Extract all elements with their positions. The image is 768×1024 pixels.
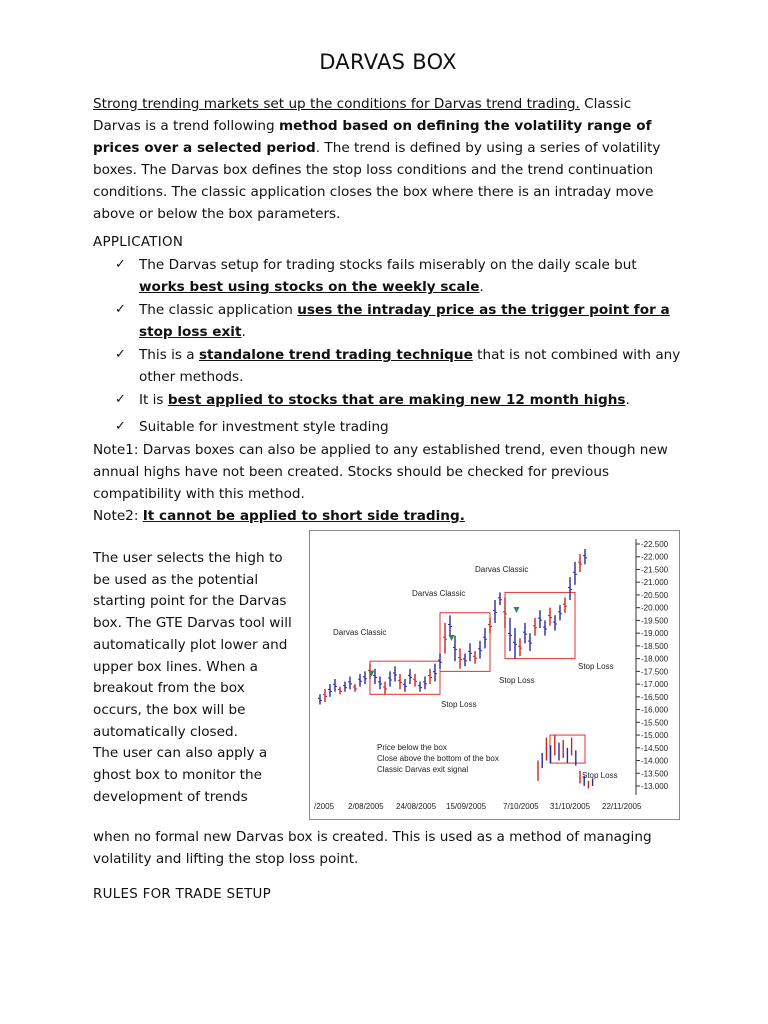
item-emphasis: standalone trend trading technique bbox=[198, 347, 473, 363]
item-text: Suitable for investment style trading bbox=[139, 419, 389, 435]
note-2-emphasis: It cannot be applied to short side trading. bbox=[142, 508, 465, 524]
y-tick-label: -13.000 bbox=[641, 782, 669, 791]
item-text: The classic application bbox=[139, 302, 298, 318]
item-emphasis: best applied to stocks that are making new 12 month highs bbox=[167, 392, 626, 408]
x-tick-label: 7/10/2005 bbox=[503, 802, 539, 811]
note-2-label: Note2: bbox=[93, 508, 143, 524]
x-tick-label: 31/10/2005 bbox=[550, 802, 591, 811]
intro-text-1: Classic Darvas is a trend following bbox=[93, 96, 632, 134]
darvas-chart bbox=[309, 530, 680, 820]
y-tick-label: -18.000 bbox=[641, 654, 669, 664]
marker-layer bbox=[369, 607, 520, 677]
application-list bbox=[93, 254, 683, 438]
chart-svg bbox=[310, 531, 679, 819]
checkmark-icon: ✓ bbox=[115, 302, 126, 317]
y-tick-label: -13.500 bbox=[641, 769, 669, 779]
checkmark-icon: ✓ bbox=[115, 347, 126, 362]
list-item bbox=[93, 254, 683, 298]
checkmark-icon: ✓ bbox=[115, 257, 126, 272]
intro-underlined-sentence: Strong trending markets set up the conditions for Darvas trend trading. bbox=[93, 96, 580, 112]
checkmark-icon: ✓ bbox=[115, 419, 126, 434]
item-text: This is a bbox=[139, 347, 199, 363]
note-1: Note1: Darvas boxes can also be applied to any established trend, even though new annual highs have not been created. Stocks should be checked for previous compatibility with this method. bbox=[93, 442, 668, 502]
y-tick-label: -18.500 bbox=[641, 641, 669, 651]
chart-annotation: Stop Loss bbox=[499, 676, 535, 685]
y-tick-label: -14.000 bbox=[641, 756, 669, 766]
list-item bbox=[93, 416, 683, 438]
y-tick-label: -21.500 bbox=[641, 565, 669, 575]
y-tick-label: -19.500 bbox=[641, 616, 669, 626]
ghost-box-text-start: The user can also apply a ghost box to monitor the development of trends bbox=[93, 745, 268, 805]
intro-text-2: . The trend is defined by using a series of volatility boxes. The Darvas box defines the stop loss conditions and the trend continuation conditions. The classic application closes the box where there is an intraday move above or below the box parameters. bbox=[93, 140, 661, 222]
y-tick-label: -15.000 bbox=[641, 731, 669, 741]
x-tick-label: 24/08/2005 bbox=[396, 802, 437, 811]
rules-heading: RULES FOR TRADE SETUP bbox=[93, 887, 272, 902]
y-tick-label: -20.000 bbox=[641, 603, 669, 613]
exit-note-line: Close above the bottom of the box bbox=[377, 754, 499, 763]
item-text: It is bbox=[139, 392, 168, 408]
chart-annotation: Darvas Classic bbox=[412, 589, 466, 598]
y-tick-label: -19.000 bbox=[641, 629, 669, 639]
x-tick-label: 15/09/2005 bbox=[446, 802, 487, 811]
x-tick-label: /2005 bbox=[314, 802, 335, 811]
breakout-marker-icon bbox=[449, 635, 455, 641]
item-text: The Darvas setup for trading stocks fails miserably on the daily scale but bbox=[139, 257, 637, 273]
exit-note-line: Price below the box bbox=[377, 743, 447, 752]
chart-annotation: Stop Loss bbox=[582, 771, 618, 780]
y-tick-label: -14.500 bbox=[641, 743, 669, 753]
list-item bbox=[93, 344, 683, 388]
chart-annotation: Stop Loss bbox=[441, 700, 477, 709]
y-tick-label: -16.000 bbox=[641, 705, 669, 715]
box-layer bbox=[370, 592, 585, 763]
continued-text-block bbox=[93, 826, 683, 906]
y-tick-label: -22.000 bbox=[641, 552, 669, 562]
intro-paragraph bbox=[93, 93, 683, 225]
item-emphasis: works best using stocks on the weekly scale bbox=[139, 279, 480, 295]
chart-annotation: Darvas Classic bbox=[333, 628, 387, 637]
list-item bbox=[93, 389, 683, 411]
item-text-end: . bbox=[241, 324, 246, 340]
y-tick-label: -21.000 bbox=[641, 578, 669, 588]
ghost-box-text-end: when no formal new Darvas box is created. This is used as a method of managing volatility and lifting the stop loss point. bbox=[93, 829, 652, 867]
item-text-end: that is not combined with any other methods. bbox=[139, 347, 681, 385]
y-tick-label: -22.500 bbox=[641, 540, 669, 549]
chart-annotation: Darvas Classic bbox=[475, 565, 529, 574]
note-2 bbox=[93, 505, 683, 527]
bar-layer bbox=[318, 549, 593, 788]
application-heading: APPLICATION bbox=[93, 235, 184, 250]
checkmark-icon: ✓ bbox=[115, 392, 126, 407]
exit-note-line: Classic Darvas exit signal bbox=[377, 765, 469, 774]
y-tick-label: -17.000 bbox=[641, 680, 669, 690]
x-tick-label: 22/11/2005 bbox=[602, 802, 642, 811]
page-title: DARVAS BOX bbox=[319, 50, 457, 74]
breakout-marker-icon bbox=[514, 607, 520, 613]
item-text-end: . bbox=[479, 279, 484, 295]
list-item bbox=[93, 299, 683, 343]
y-tick-label: -20.500 bbox=[641, 590, 669, 600]
item-emphasis: uses the intraday price as the trigger point for a stop loss exit bbox=[139, 302, 670, 340]
y-axis-layer bbox=[636, 539, 669, 795]
intro-bold-phrase: method based on defining the volatility range of prices over a selected period bbox=[93, 118, 652, 156]
x-tick-label: 2/08/2005 bbox=[348, 802, 384, 811]
chart-annotation: Stop Loss bbox=[578, 662, 614, 671]
y-tick-label: -16.500 bbox=[641, 692, 669, 702]
y-tick-label: -15.500 bbox=[641, 718, 669, 728]
item-text-end: . bbox=[625, 392, 630, 408]
description-paragraph: The user selects the high to be used as the potential starting point for the Darvas box. The GTE Darvas tool will automatically plot lower and upper box lines. When a breakout from the box occurs, the box will be automatically closed. bbox=[93, 550, 292, 740]
y-tick-label: -17.500 bbox=[641, 667, 669, 677]
x-axis-layer bbox=[314, 802, 642, 811]
